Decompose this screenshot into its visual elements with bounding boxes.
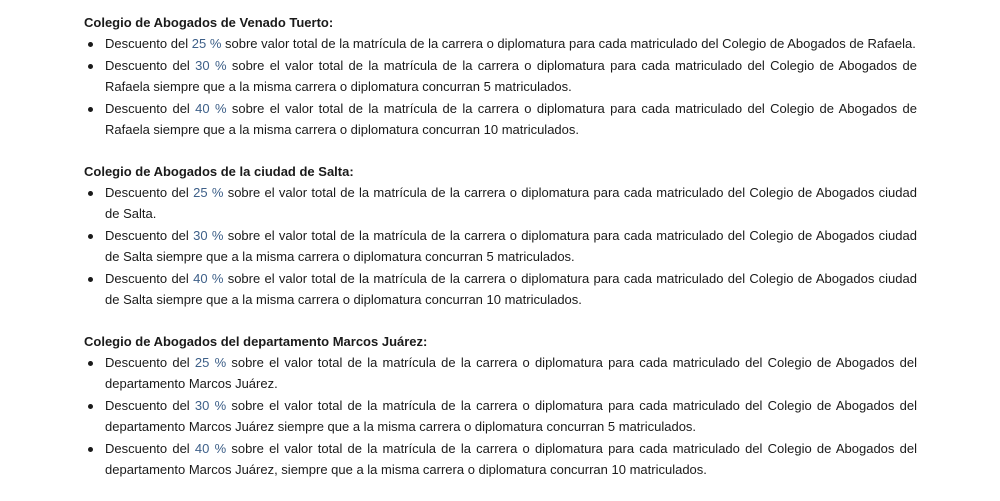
list-item <box>84 98 917 141</box>
list-item <box>84 268 917 311</box>
discount-list <box>84 352 917 481</box>
item-text-after: sobre el valor total de la matrícula de la carrera o diplomatura para cada matriculado del Colegio de Abogados de Rafaela siempre que a la misma carrera o diplomatura concurran 10 matriculados. <box>105 100 917 137</box>
item-text-after: sobre el valor total de la matrícula de la carrera o diplomatura para cada matriculado del Colegio de Abogados ciudad de Salta siempre que a la misma carrera o diplomatura concurran 10 matriculados. <box>105 270 917 307</box>
discount-list <box>84 33 917 141</box>
percent-value: 30 % <box>193 227 224 243</box>
list-item <box>84 352 917 395</box>
list-item <box>84 55 917 98</box>
list-item <box>84 225 917 268</box>
section-title: Colegio de Abogados de Venado Tuerto: <box>84 15 334 30</box>
list-item <box>84 395 917 438</box>
item-text-before: Descuento del <box>105 440 190 456</box>
item-text-before: Descuento del <box>105 57 190 73</box>
item-text-after: sobre el valor total de la matrícula de la carrera o diplomatura para cada matriculado del Colegio de Abogados del departamento Marcos Juárez siempre que a la misma carrera o diplomatura concurran 5 matriculados. <box>105 397 917 434</box>
item-text-before: Descuento del <box>105 227 189 243</box>
percent-value: 30 % <box>194 397 227 413</box>
list-item <box>84 182 917 225</box>
section-marcos-juarez <box>84 331 917 481</box>
section-title: Colegio de Abogados del departamento Marcos Juárez: <box>84 333 428 349</box>
list-item <box>84 438 917 481</box>
section-venado-tuerto <box>84 12 917 141</box>
percent-value: 40 % <box>193 270 224 286</box>
percent-value: 25 % <box>191 36 222 51</box>
item-text-after: sobre el valor total de la matrícula de la carrera o diplomatura para cada matriculado del Colegio de Abogados ciudad de Salta siempre que a la misma carrera o diplomatura concurran 5 matriculados. <box>105 227 917 264</box>
item-text-before: Descuento del <box>105 184 189 200</box>
item-text-before: Descuento del <box>105 354 190 370</box>
item-text-before: Descuento del <box>105 36 189 51</box>
item-text-after: sobre valor total de la matrícula de la carrera o diplomatura para cada matriculado del Colegio de Abogados de Rafaela. <box>225 36 916 51</box>
percent-value: 25 % <box>193 184 224 200</box>
item-text-after: sobre el valor total de la matrícula de la carrera o diplomatura para cada matriculado del Colegio de Abogados ciudad de Salta. <box>105 184 917 221</box>
list-item <box>84 33 917 55</box>
discount-list <box>84 182 917 311</box>
section-salta <box>84 161 917 311</box>
item-text-before: Descuento del <box>105 397 190 413</box>
percent-value: 40 % <box>195 100 227 116</box>
item-text-after: sobre el valor total de la matrícula de la carrera o diplomatura para cada matriculado del Colegio de Abogados de Rafaela siempre que a la misma carrera o diplomatura concurran 5 matriculados. <box>105 57 917 94</box>
item-text-after: sobre el valor total de la matrícula de la carrera o diplomatura para cada matriculado del Colegio de Abogados del departamento Marcos Juárez, siempre que a la misma carrera o diplomatura concurran 10 matriculados. <box>105 440 917 477</box>
percent-value: 40 % <box>194 440 227 456</box>
item-text-after: sobre el valor total de la matrícula de la carrera o diplomatura para cada matriculado del Colegio de Abogados del departamento Marcos Juárez. <box>105 354 917 391</box>
item-text-before: Descuento del <box>105 100 190 116</box>
percent-value: 30 % <box>195 57 227 73</box>
document-page <box>84 12 917 501</box>
item-text-before: Descuento del <box>105 270 189 286</box>
percent-value: 25 % <box>194 354 227 370</box>
section-title: Colegio de Abogados de la ciudad de Salta: <box>84 163 354 179</box>
